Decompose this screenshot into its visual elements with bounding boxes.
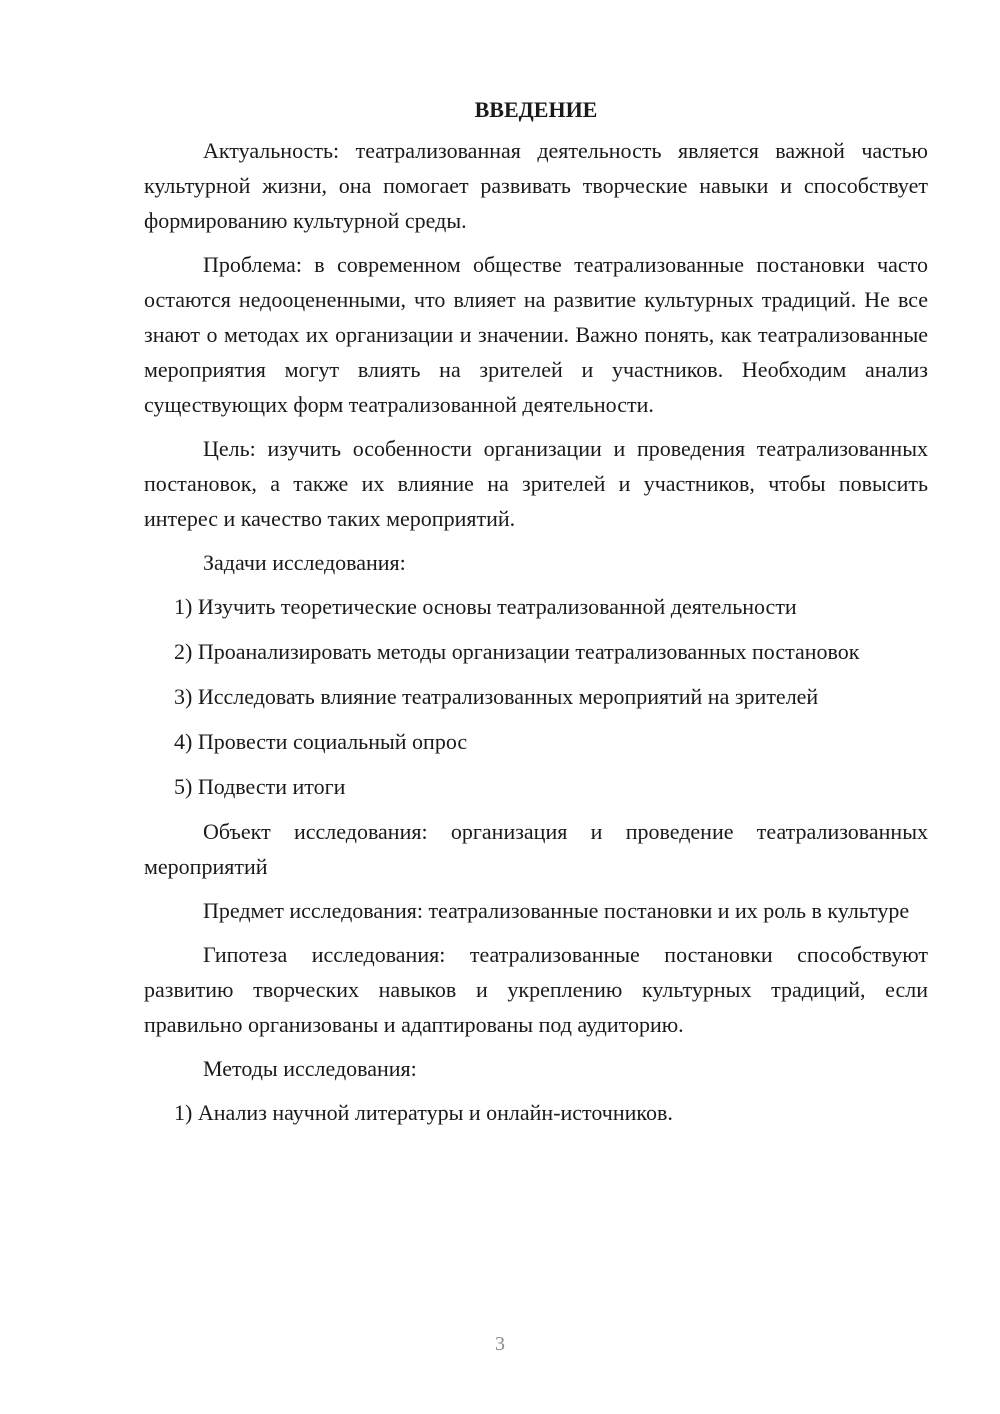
task-item: 1) Изучить теоретические основы театрализованной деятельности [174,594,797,619]
hypothesis-paragraph: Гипотеза исследования: театрализованные постановки способствуют развитию творческих навыков и укреплению культурных традиций, если правильно организованы и адаптированы под аудиторию. [144,942,928,1037]
actuality-paragraph: Актуальность: театрализованная деятельность является важной частью культурной жизни, она помогает развивать творческие навыки и способствует формированию культурной среды. [144,138,928,233]
method-item: 1) Анализ научной литературы и онлайн-источников. [174,1100,673,1125]
tasks-heading: Задачи исследования: [203,550,406,575]
page-number: 3 [495,1333,505,1355]
subject-paragraph: Предмет исследования: театрализованные постановки и их роль в культуре [203,898,910,923]
task-item: 2) Проанализировать методы организации театрализованных постановок [174,639,860,664]
problem-paragraph: Проблема: в современном обществе театрализованные постановки часто остаются недооцененными, что влияет на развитие культурных традиций. Не все знают о методах их организации и значении. Важно понять, как театрализованные мероприятия могут влиять на зрителей и участников. Необходим анализ существующих форм театрализованной деятельности. [144,252,928,417]
methods-heading: Методы исследования: [203,1056,417,1081]
task-item: 4) Провести социальный опрос [174,729,468,754]
object-paragraph: Объект исследования: организация и проведение театрализованных мероприятий [144,819,928,879]
goal-paragraph: Цель: изучить особенности организации и проведения театрализованных постановок, а также их влияние на зрителей и участников, чтобы повысить интерес и качество таких мероприятий. [144,436,928,531]
task-item: 5) Подвести итоги [174,774,346,799]
page-title: ВВЕДЕНИЕ [474,97,598,122]
task-item: 3) Исследовать влияние театрализованных мероприятий на зрителей [174,684,819,709]
document-page [144,92,928,1140]
